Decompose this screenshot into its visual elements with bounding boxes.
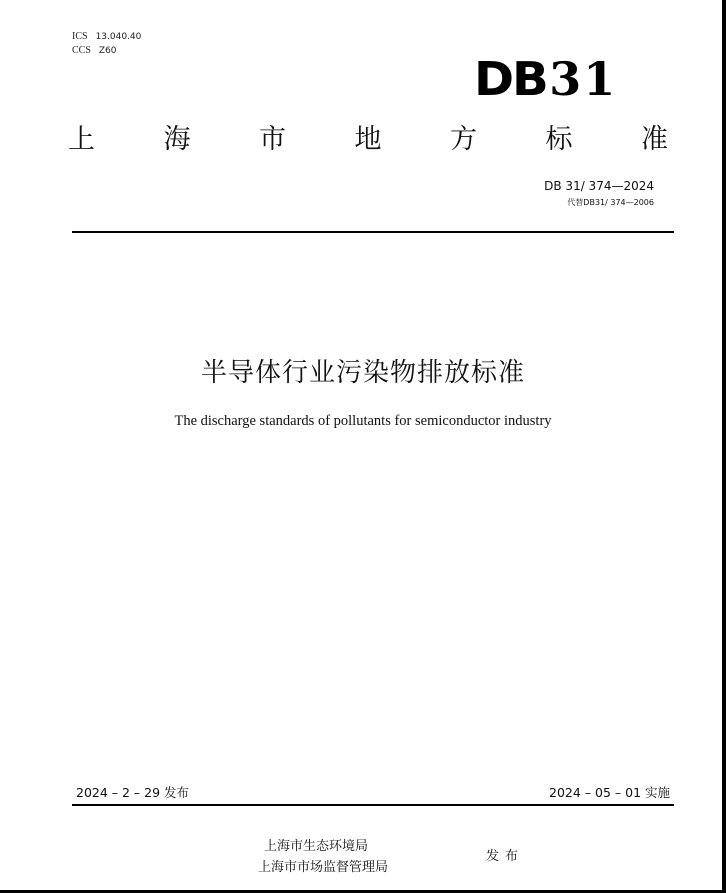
standard-type-char: 方 bbox=[450, 124, 477, 155]
standard-type-char: 上 bbox=[68, 124, 95, 155]
standard-number-block bbox=[544, 178, 654, 210]
page-right-border bbox=[722, 0, 726, 893]
replaced-standard-number: 代替DB31/ 374—2006 bbox=[567, 198, 654, 207]
ccs-label: CCS bbox=[72, 45, 91, 56]
db-logo-letters: DB bbox=[474, 52, 547, 106]
ccs-code bbox=[72, 44, 141, 58]
issuer-ecology-bureau: 上海市生态环境局 bbox=[264, 839, 369, 854]
db31-logo bbox=[474, 54, 617, 104]
classification-codes bbox=[72, 30, 141, 58]
issue-date: 2024 – 2 – 29 发布 bbox=[76, 785, 190, 800]
document-title-english: The discharge standards of pollutants for semiconductor industry bbox=[174, 413, 552, 429]
issuing-authorities bbox=[258, 836, 388, 878]
standard-type-char: 准 bbox=[641, 124, 668, 155]
standard-type-char: 市 bbox=[259, 124, 286, 155]
standard-type-char: 地 bbox=[354, 124, 382, 155]
ics-value: 13.040.40 bbox=[95, 32, 142, 42]
bottom-divider bbox=[72, 804, 674, 806]
document-title-chinese: 半导体行业污染物排放标准 bbox=[200, 358, 525, 388]
top-divider bbox=[72, 231, 674, 233]
publish-label: 发布 bbox=[486, 849, 525, 864]
ics-code bbox=[72, 30, 141, 44]
effective-date: 2024 – 05 – 01 实施 bbox=[549, 785, 670, 800]
db-logo-number: 31 bbox=[549, 52, 618, 106]
standard-type-heading bbox=[68, 122, 668, 158]
standard-type-char: 标 bbox=[545, 124, 573, 155]
issuer-market-regulation-bureau: 上海市市场监督管理局 bbox=[258, 860, 389, 875]
ics-label: ICS bbox=[72, 31, 88, 42]
ccs-value: Z60 bbox=[98, 46, 117, 56]
standard-type-char: 海 bbox=[163, 124, 191, 155]
standard-number: DB 31/ 374—2024 bbox=[544, 179, 654, 193]
